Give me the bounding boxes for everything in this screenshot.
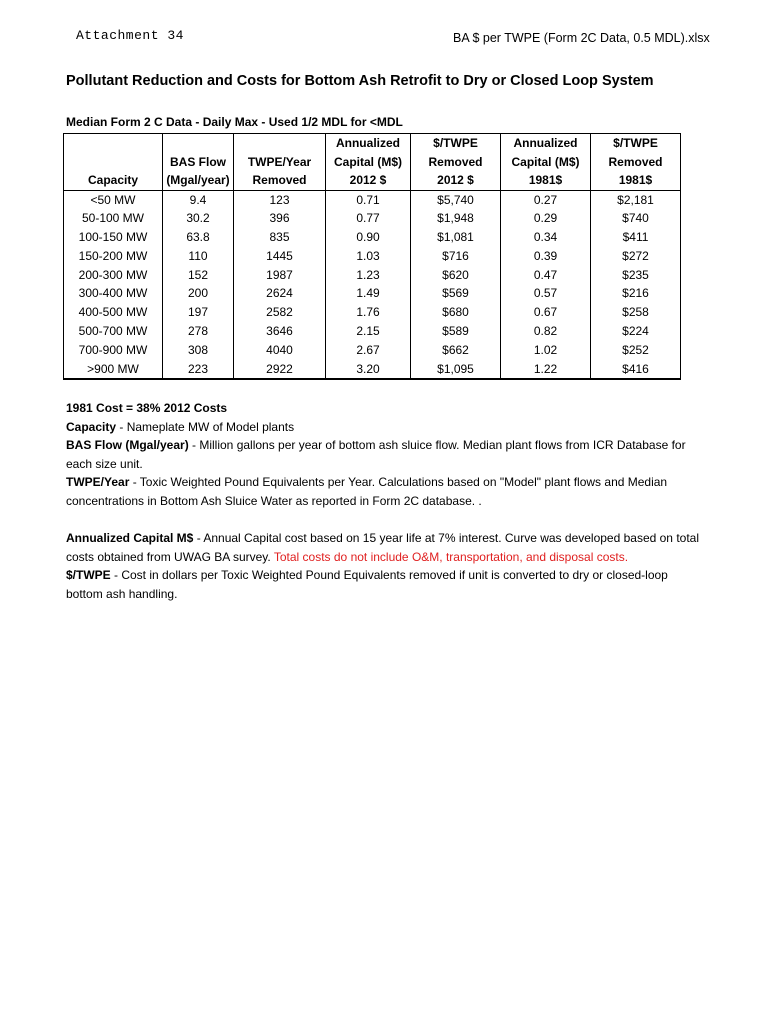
cell-cost-1981: $235 (591, 266, 681, 285)
cell-capital-2012: 2.67 (326, 341, 411, 360)
cell-capital-2012: 1.76 (326, 303, 411, 322)
cell-cost-2012: $1,081 (411, 228, 501, 247)
header-capital-2012: Annualized Capital (M$) 2012 $ (326, 134, 411, 191)
twpe-note (66, 473, 706, 510)
cell-capital-1981: 0.67 (501, 303, 591, 322)
capacity-note (66, 418, 706, 437)
cost-ratio-note: 1981 Cost = 38% 2012 Costs (66, 401, 228, 415)
table-row (64, 284, 681, 303)
twpe-definition: - Toxic Weighted Pound Equivalents per Year. Calculations based on "Model" plant flows and Median concentrations in Bottom Ash Sluice Water as reported in Form 2C database. . (66, 475, 668, 508)
cell-capacity: >900 MW (64, 360, 163, 380)
cell-capital-1981: 0.82 (501, 322, 591, 341)
cell-capital-1981: 1.02 (501, 341, 591, 360)
cell-capacity: 300-400 MW (64, 284, 163, 303)
cell-twpe: 4040 (234, 341, 326, 360)
cell-capital-1981: 0.27 (501, 190, 591, 209)
cell-twpe: 835 (234, 228, 326, 247)
cell-cost-2012: $1,948 (411, 209, 501, 228)
cell-capital-1981: 0.34 (501, 228, 591, 247)
cell-cost-1981: $2,181 (591, 190, 681, 209)
cell-cost-1981: $272 (591, 247, 681, 266)
cell-cost-1981: $740 (591, 209, 681, 228)
cell-bas-flow: 63.8 (163, 228, 234, 247)
table-row (64, 247, 681, 266)
cell-capital-1981: 0.29 (501, 209, 591, 228)
cell-bas-flow: 200 (163, 284, 234, 303)
cell-cost-1981: $224 (591, 322, 681, 341)
cell-capital-2012: 1.49 (326, 284, 411, 303)
cell-capacity: <50 MW (64, 190, 163, 209)
cell-capital-2012: 1.03 (326, 247, 411, 266)
header-twpe-cost-1981: $/TWPE Removed 1981$ (591, 134, 681, 191)
cost-table (63, 133, 681, 380)
cell-twpe: 2922 (234, 360, 326, 380)
cell-bas-flow: 308 (163, 341, 234, 360)
cell-twpe: 1445 (234, 247, 326, 266)
cell-cost-1981: $411 (591, 228, 681, 247)
cell-bas-flow: 30.2 (163, 209, 234, 228)
cell-capital-2012: 0.71 (326, 190, 411, 209)
cell-capacity: 150-200 MW (64, 247, 163, 266)
cell-twpe: 2582 (234, 303, 326, 322)
table-body (64, 190, 681, 379)
cell-capital-1981: 1.22 (501, 360, 591, 380)
dollar-twpe-definition: - Cost in dollars per Toxic Weighted Pound Equivalents removed if unit is converted to dry or closed-loop bottom ash handling. (66, 568, 668, 601)
table-row (64, 341, 681, 360)
cell-bas-flow: 278 (163, 322, 234, 341)
capital-term: Annualized Capital M$ (66, 531, 194, 546)
cell-capacity: 400-500 MW (64, 303, 163, 322)
capacity-term: Capacity (66, 419, 117, 434)
cell-capital-1981: 0.47 (501, 266, 591, 285)
header-twpe-cost-2012: $/TWPE Removed 2012 $ (411, 134, 501, 191)
cell-twpe: 2624 (234, 284, 326, 303)
dollar-twpe-term: $/TWPE (66, 568, 111, 583)
cell-capital-2012: 0.77 (326, 209, 411, 228)
cell-capital-2012: 1.23 (326, 266, 411, 285)
cell-cost-2012: $569 (411, 284, 501, 303)
cell-cost-2012: $680 (411, 303, 501, 322)
attachment-label: Attachment 34 (76, 28, 184, 43)
cell-bas-flow: 197 (163, 303, 234, 322)
cell-cost-1981: $258 (591, 303, 681, 322)
cell-cost-2012: $589 (411, 322, 501, 341)
bas-flow-note (66, 436, 706, 473)
cell-cost-2012: $5,740 (411, 190, 501, 209)
cell-cost-1981: $416 (591, 360, 681, 380)
header-capacity: Capacity (64, 134, 163, 191)
table-row (64, 322, 681, 341)
cell-capital-2012: 3.20 (326, 360, 411, 380)
bas-flow-term: BAS Flow (Mgal/year) (66, 438, 189, 453)
table-row (64, 209, 681, 228)
cell-bas-flow: 223 (163, 360, 234, 380)
dollar-twpe-note (66, 566, 706, 603)
notes-section (66, 399, 706, 604)
table-row (64, 228, 681, 247)
cell-cost-1981: $252 (591, 341, 681, 360)
cell-cost-2012: $662 (411, 341, 501, 360)
cell-bas-flow: 152 (163, 266, 234, 285)
cell-capacity: 700-900 MW (64, 341, 163, 360)
header-bas-flow: BAS Flow (Mgal/year) (163, 134, 234, 191)
header-twpe-year: TWPE/Year Removed (234, 134, 326, 191)
cell-cost-1981: $216 (591, 284, 681, 303)
cell-capital-1981: 0.57 (501, 284, 591, 303)
cell-capital-1981: 0.39 (501, 247, 591, 266)
cell-capacity: 50-100 MW (64, 209, 163, 228)
cell-cost-2012: $620 (411, 266, 501, 285)
cell-capacity: 200-300 MW (64, 266, 163, 285)
capital-warning: Total costs do not include O&M, transportation, and disposal costs. (273, 549, 629, 564)
file-name: BA $ per TWPE (Form 2C Data, 0.5 MDL).xlsx (453, 31, 710, 45)
cell-twpe: 123 (234, 190, 326, 209)
table-header (64, 134, 681, 191)
page-title: Pollutant Reduction and Costs for Bottom Ash Retrofit to Dry or Closed Loop System (66, 73, 654, 89)
cell-cost-2012: $1,095 (411, 360, 501, 380)
header-capital-1981: Annualized Capital (M$) 1981$ (501, 134, 591, 191)
capital-definition: - Annual Capital cost based on 15 year life at 7% interest. Curve was developed based on total costs obtained from UWAG BA survey. (66, 531, 699, 564)
cell-capital-2012: 0.90 (326, 228, 411, 247)
table-row (64, 360, 681, 380)
cell-capacity: 500-700 MW (64, 322, 163, 341)
cell-cost-2012: $716 (411, 247, 501, 266)
bas-flow-definition: - Million gallons per year of bottom ash sluice flow. Median plant flows from ICR Database for each size unit. (66, 438, 686, 471)
cell-bas-flow: 9.4 (163, 190, 234, 209)
capacity-definition: - Nameplate MW of Model plants (116, 419, 295, 434)
table-row (64, 190, 681, 209)
cell-twpe: 3646 (234, 322, 326, 341)
cell-twpe: 1987 (234, 266, 326, 285)
twpe-term: TWPE/Year (66, 475, 130, 490)
cell-bas-flow: 110 (163, 247, 234, 266)
cell-twpe: 396 (234, 209, 326, 228)
cell-capital-2012: 2.15 (326, 322, 411, 341)
table-row (64, 303, 681, 322)
table-subtitle: Median Form 2 C Data - Daily Max - Used 1/2 MDL for <MDL (66, 115, 403, 129)
table-row (64, 266, 681, 285)
capital-note (66, 529, 706, 566)
cell-capacity: 100-150 MW (64, 228, 163, 247)
